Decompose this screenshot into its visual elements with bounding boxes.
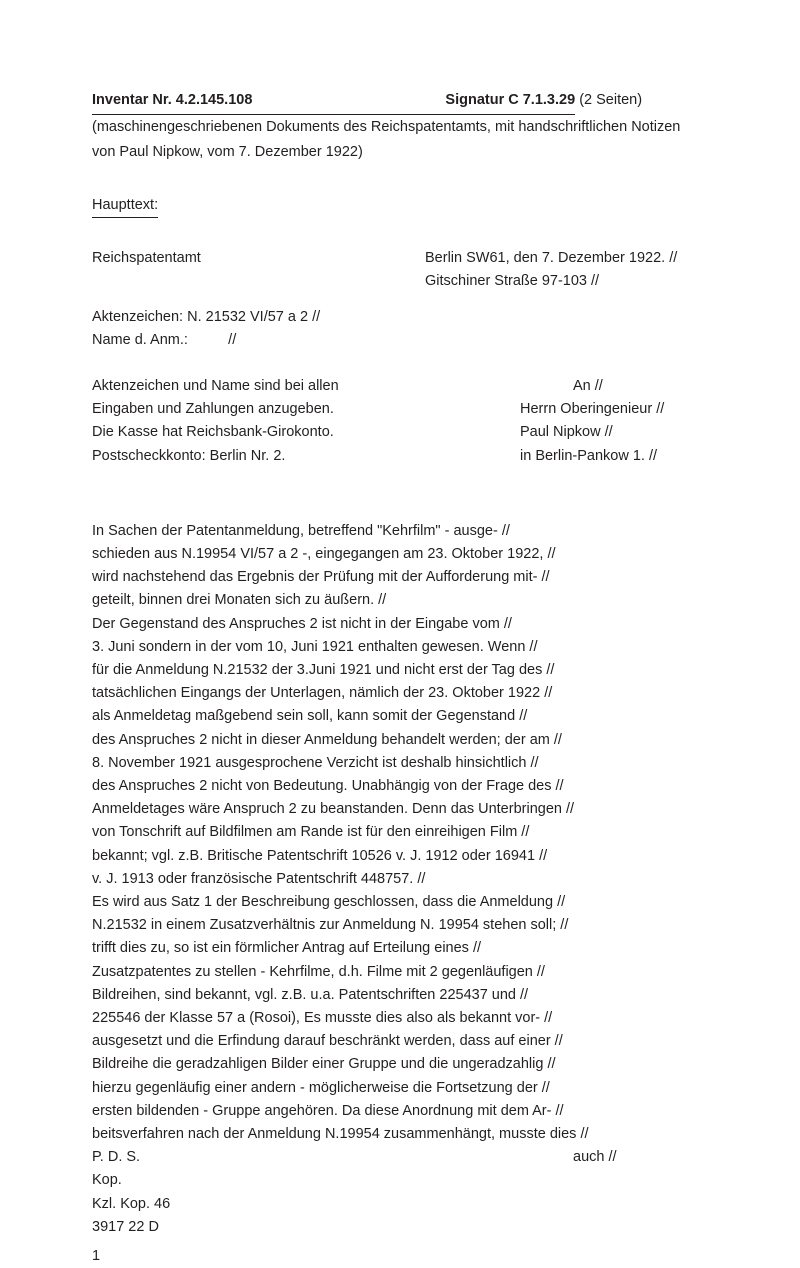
addressee-line-1: Herrn Oberingenieur // [520,401,665,418]
addressee-line-3: in Berlin-Pankow 1. // [520,447,658,464]
signature-row [92,1146,722,1169]
spacer-after-letterhead [92,294,722,306]
notice-row-4 [92,445,722,468]
body-line: des Anspruches 2 nicht von Bedeutung. Unabhängig von der Frage des // [92,777,564,794]
notice-row-2 [92,398,722,421]
place-and-date: Berlin SW61, den 7. Dezember 1922. // [425,250,678,267]
body-line: Anmeldetages wäre Anspruch 2 zu beanstanden. Denn das Unterbringen // [92,801,575,818]
body-line: v. J. 1913 oder französische Patentschrift 448757. // [92,870,426,887]
body-line: trifft dies zu, so ist ein förmlicher Antrag auf Erteilung eines // [92,940,482,957]
body-line: als Anmeldetag maßgebend sein soll, kann somit der Gegenstand // [92,708,528,725]
footer-note: Kop. [92,1172,122,1189]
body-line: Bildreihe die geradzahligen Bilder einer Gruppe und die ungeradzahlig // [92,1056,556,1073]
notice-line-4: Postscheckkonto: Berlin Nr. 2. [92,447,286,464]
body-line: des Anspruches 2 nicht in dieser Anmeldung behandelt werden; der am // [92,731,562,748]
footer-note: Kzl. Kop. 46 [92,1195,171,1212]
spacer-after-header [92,165,722,194]
section-heading-haupttext: Haupttext: [92,194,158,218]
notice-row-1 [92,375,722,398]
body-line: Zusatzpatentes zu stellen - Kehrfilme, d.h. Filme mit 2 gegenläufigen // [92,963,545,980]
aktenzeichen-line: Aktenzeichen: N. 21532 VI/57 a 2 // [92,308,321,325]
body-line: von Tonschrift auf Bildfilmen am Rande ist für den einreihigen Film // [92,824,530,841]
letterhead-row-1 [92,247,722,270]
body-line: Bildreihen, sind bekannt, vgl. z.B. u.a. Patentschriften 225437 und // [92,986,529,1003]
signature-trailing-word: auch // [573,1149,617,1166]
body-line: In Sachen der Patentanmeldung, betreffend "Kehrfilm" - ausge- // [92,522,510,539]
inventory-number: Inventar Nr. 4.2.145.108 [92,92,253,108]
header-description-line-1: (maschinengeschriebenen Dokuments des Reichspatentamts, mit handschriftlichen Notizen [92,119,681,135]
header-description-line-2: von Paul Nipkow, vom 7. Dezember 1922) [92,144,363,160]
document-content [92,88,722,1268]
signature-number: Signatur C 7.1.3.29 [445,92,576,108]
spacer-before-body [92,468,722,520]
street-address: Gitschiner Straße 97-103 // [425,273,600,290]
signature-initials: P. D. S. [92,1149,141,1166]
addressee-line-2: Paul Nipkow // [520,424,613,441]
notice-line-1: Aktenzeichen und Name sind bei allen [92,377,339,394]
body-line: bekannt; vgl. z.B. Britische Patentschrift 10526 v. J. 1912 oder 16941 // [92,847,548,864]
authority-name: Reichspatentamt [92,250,201,267]
pages-note: (2 Seiten) [579,92,643,108]
notice-line-2: Eingaben und Zahlungen anzugeben. [92,401,334,418]
spacer-after-section-heading [92,218,722,247]
body-line: hierzu gegenläufig einer andern - möglicherweise die Fortsetzung der // [92,1079,550,1096]
body-line: beitsverfahren nach der Anmeldung N.19954 zusammenhängt, musste dies // [92,1126,589,1143]
notice-row-3 [92,421,722,444]
body-line: schieden aus N.19954 VI/57 a 2 -, eingegangen am 23. Oktober 1922, // [92,545,556,562]
spacer-after-file-reference [92,352,722,375]
notice-line-3: Die Kasse hat Reichsbank-Girokonto. [92,424,334,441]
body-text-block [92,520,722,1146]
body-line: für die Anmeldung N.21532 der 3.Juni 1921 und nicht erst der Tag des // [92,661,555,678]
header-underline-group [92,88,575,115]
body-line: 8. November 1921 ausgesprochene Verzicht ist deshalb hinsichtlich // [92,754,539,771]
body-line: 225546 der Klasse 57 a (Rosoi), Es musste dies also als bekannt vor- // [92,1010,553,1026]
body-line: Der Gegenstand des Anspruches 2 ist nicht in der Eingabe vom // [92,615,512,632]
body-line: ersten bildenden - Gruppe angehören. Da diese Anordnung mit dem Ar- // [92,1102,564,1119]
name-anmelder-line: Name d. Anm.: // [92,331,237,348]
header-reference-line [92,88,722,115]
footer-note: 3917 22 D [92,1218,159,1235]
addressee-salutation: An // [573,377,603,394]
body-line: Es wird aus Satz 1 der Beschreibung geschlossen, dass die Anmeldung // [92,893,566,910]
letterhead-row-2 [92,270,722,293]
body-line: wird nachstehend das Ergebnis der Prüfung mit der Aufforderung mit- // [92,569,550,586]
body-line: ausgesetzt und die Erfindung darauf beschränkt werden, dass auf einer // [92,1033,563,1050]
body-line: tatsächlichen Eingangs der Unterlagen, nämlich der 23. Oktober 1922 // [92,685,553,702]
section-heading-row [92,194,722,218]
body-line: geteilt, binnen drei Monaten sich zu äußern. // [92,592,387,609]
body-line: N.21532 in einem Zusatzverhältnis zur Anmeldung N. 19954 stehen soll; // [92,917,569,934]
body-line: 3. Juni sondern in der vom 10, Juni 1921 enthalten gewesen. Wenn // [92,638,538,655]
page-number: 1 [92,1248,101,1265]
